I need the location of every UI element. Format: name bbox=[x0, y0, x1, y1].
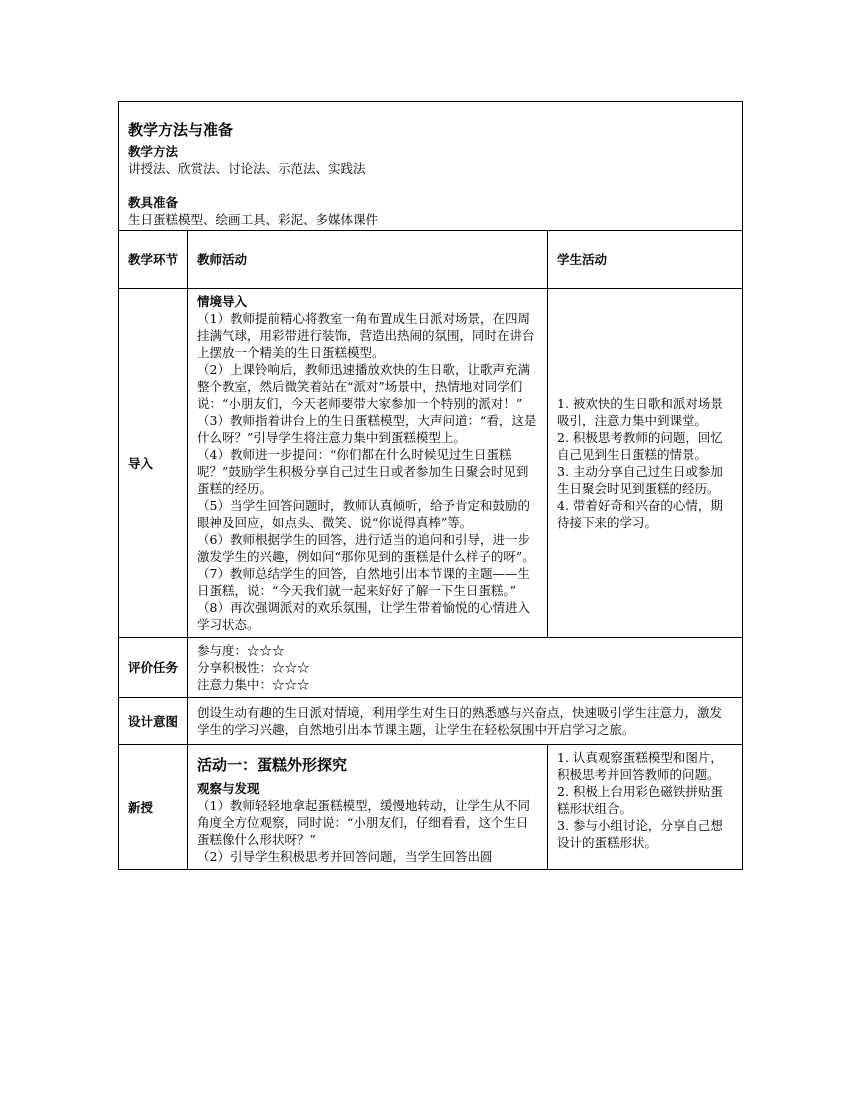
intro-teacher-1: （1）教师提前精心将教室一角布置成生日派对场景，在四周挂满气球，用彩带进行装饰，营造出热闹的氛围，同时在讲台上摆放一个精美的生日蛋糕模型。 bbox=[197, 311, 535, 360]
intro-teacher-4: （4）教师进一步提问：“你们都在什么时候见过生日蛋糕呢？”鼓励学生积极分享自己过生日或者参加生日聚会时见到蛋糕的经历。 bbox=[197, 447, 529, 496]
tools-text: 生日蛋糕模型、绘画工具、彩泥、多媒体课件 bbox=[128, 212, 379, 227]
lesson-plan-table bbox=[118, 101, 743, 870]
intro-student-4: 4. 带着好奇和兴奋的心情，期待接下来的学习。 bbox=[557, 498, 723, 530]
intro-row bbox=[119, 289, 743, 638]
intro-student-3: 3. 主动分享自己过生日或参加生日聚会时见到蛋糕的经历。 bbox=[557, 464, 723, 496]
new-lesson-student-1: 1. 认真观察蛋糕模型和图片，积极思考并回答教师的问题。 bbox=[557, 750, 723, 782]
header-teacher-activity: 教师活动 bbox=[188, 231, 548, 289]
intro-teacher-5: （5）当学生回答问题时，教师认真倾听，给予肯定和鼓励的眼神及回应，如点头、微笑、说“你说得真棒”等。 bbox=[197, 498, 530, 530]
new-lesson-subheading: 观察与发现 bbox=[197, 781, 260, 796]
intro-teacher-8: （8）再次强调派对的欢乐氛围，让学生带着愉悦的心情进入学习状态。 bbox=[197, 600, 530, 632]
activity-title: 活动一：蛋糕外形探究 bbox=[197, 756, 348, 774]
table-header-row bbox=[119, 231, 743, 289]
intro-student-1: 1. 被欢快的生日歌和派对场景吸引，注意力集中到课堂。 bbox=[557, 396, 723, 428]
header-student-activity: 学生活动 bbox=[548, 231, 743, 289]
header-stage: 教学环节 bbox=[119, 231, 188, 289]
methods-section-cell bbox=[119, 102, 743, 231]
intro-student-2: 2. 积极思考教师的问题，回忆自己见到生日蛋糕的情景。 bbox=[557, 430, 723, 462]
intro-label: 导入 bbox=[119, 289, 188, 638]
evaluation-sharing: 分享积极性：☆☆☆ bbox=[197, 660, 310, 675]
intro-teacher-3: （3）教师指着讲台上的生日蛋糕模型，大声问道：“看，这是什么呀？”引导学生将注意力集中到蛋糕模型上。 bbox=[197, 413, 537, 445]
section-title: 教学方法与准备 bbox=[128, 121, 234, 139]
methods-section-row bbox=[119, 102, 743, 231]
new-lesson-student-cell bbox=[548, 745, 743, 870]
intro-teacher-7: （7）教师总结学生的回答，自然地引出本节课的主题——生日蛋糕，说：“今天我们就一起来好好了解一下生日蛋糕。” bbox=[197, 566, 530, 598]
evaluation-cell bbox=[188, 638, 743, 698]
methods-text: 讲授法、欣赏法、讨论法、示范法、实践法 bbox=[128, 161, 366, 176]
evaluation-label: 评价任务 bbox=[119, 638, 188, 698]
evaluation-attention: 注意力集中：☆☆☆ bbox=[197, 677, 310, 692]
design-cell bbox=[188, 698, 743, 745]
evaluation-participation: 参与度：☆☆☆ bbox=[197, 643, 285, 658]
intro-heading: 情境导入 bbox=[197, 294, 248, 309]
intro-teacher-2: （2）上课铃响后，教师迅速播放欢快的生日歌，让歌声充满整个教室，然后微笑着站在“派对”场景中，热情地对同学们说：“小朋友们，今天老师要带大家参加一个特别的派对！” bbox=[197, 362, 530, 411]
intro-teacher-6: （6）教师根据学生的回答，进行适当的追问和引导，进一步激发学生的兴趣，例如问“那你见到的蛋糕是什么样子的呀”。 bbox=[197, 532, 535, 564]
design-row bbox=[119, 698, 743, 745]
new-lesson-row bbox=[119, 745, 743, 870]
intro-teacher-cell bbox=[188, 289, 548, 638]
evaluation-row bbox=[119, 638, 743, 698]
new-lesson-teacher-cell bbox=[188, 745, 548, 870]
new-lesson-teacher-2: （2）引导学生积极思考并回答问题，当学生回答出圆 bbox=[197, 849, 493, 864]
new-lesson-label: 新授 bbox=[119, 745, 188, 870]
design-label: 设计意图 bbox=[119, 698, 188, 745]
intro-student-cell bbox=[548, 289, 743, 638]
new-lesson-student-3: 3. 参与小组讨论，分享自己想设计的蛋糕形状。 bbox=[557, 818, 723, 850]
tools-heading: 教具准备 bbox=[128, 195, 179, 210]
design-text: 创设生动有趣的生日派对情境，利用学生对生日的熟悉感与兴奋点，快速吸引学生注意力，激发学生的学习兴趣，自然地引出本节课主题，让学生在轻松氛围中开启学习之旅。 bbox=[197, 705, 723, 737]
methods-heading: 教学方法 bbox=[128, 144, 179, 159]
new-lesson-student-2: 2. 积极上台用彩色磁铁拼贴蛋糕形状组合。 bbox=[557, 784, 723, 816]
new-lesson-teacher-1: （1）教师轻轻地拿起蛋糕模型，缓慢地转动，让学生从不同角度全方位观察，同时说：“小朋友们，仔细看看，这个生日蛋糕像什么形状呀？” bbox=[197, 798, 530, 847]
